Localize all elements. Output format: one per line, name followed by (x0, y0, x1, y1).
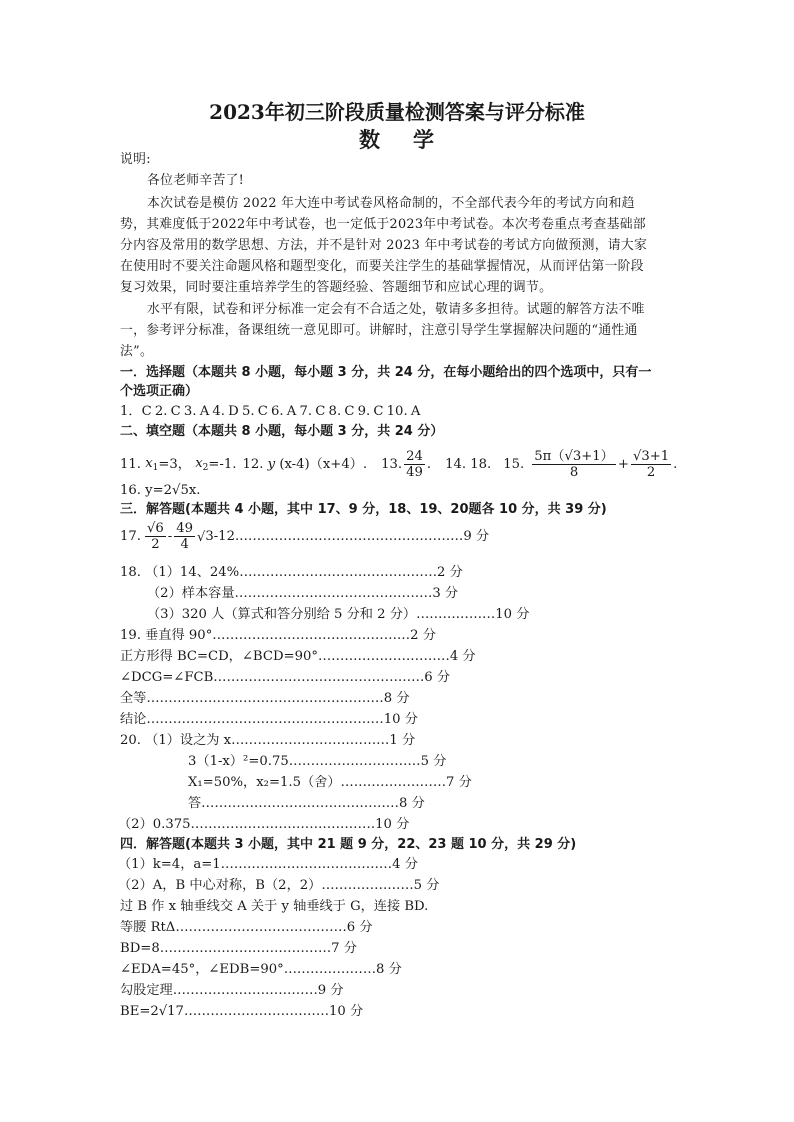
section-heading-solve-2: 四．解答题(本题共 3 小题，其中 21 题 9 分，22、23 题 10 分，共 29 分) (120, 837, 577, 852)
q15-denominator-2: 2 (646, 465, 656, 481)
q17-denominator-2: 4 (180, 537, 189, 553)
q15-numerator-2: √3+1 (632, 448, 670, 464)
subject-title (0, 124, 794, 154)
document-title: 2023年初三阶段质量检测答案与评分标准 (209, 100, 585, 124)
q11-x1: =3， (158, 457, 191, 473)
q18-part3: （3）320 人（算式和答分别给 5 分和 2 分）………………10 分 (147, 607, 530, 622)
q21-step1: （1）k=4，a=1…………………………………4 分 (118, 857, 418, 872)
q13-fraction (404, 450, 425, 481)
q21-step2: （2）A，B 中心对称，B（2，2）…………………5 分 (118, 878, 440, 893)
intro-paragraph-line: 水平有限，试卷和评分标准一定会有不合适之处，敬请多多担待。试题的解答方法不唯 (147, 302, 645, 317)
q12-label: 12. (242, 457, 264, 473)
q19-step5: 结论………………………………………………10 分 (120, 712, 418, 727)
q19-step4: 全等………………………………………………8 分 (120, 691, 410, 706)
intro-paragraph-line: 在使用时不要关注命题风格和题型变化，而要关注学生的基础掌握情况，从而评估第一阶段 (120, 259, 644, 274)
q15-numerator-1: 5π（√3+1） (534, 448, 614, 464)
choice-answers: 1．C 2. C 3. A 4. D 5. C 6. A 7. C 8. C 9. C 10. A (120, 404, 421, 419)
q20-step3: X₁=50%，x₂=1.5（舍）……………………7 分 (188, 775, 472, 790)
q18-part1: 18. （1）14、24%………………………………………2 分 (120, 565, 463, 580)
q17-row: 17. $\frac{√6}{2}$ - $\frac{49}{4}$ √ 3-12. ……………………………………………9 分 (120, 520, 490, 553)
q11-label: 11. (120, 457, 141, 473)
intro-paragraph-line: 分内容及常用的数学思想、方法，并不是针对 2023 年中考试卷的考试方向做预测，请大家 (120, 238, 648, 253)
q20-step2: 3（1-x）²=0.75…………………………5 分 (188, 754, 447, 769)
q12-expr: (x-4)（x+4）. (279, 457, 368, 473)
q21-step3: 过 B 作 x 轴垂线交 A 关于 y 轴垂线于 G，连接 BD. (120, 899, 429, 914)
intro-paragraph-line: 势，其难度低于2022年中考试卷，也一定低于2023年中考试卷。本次考卷重点考查基础部 (120, 217, 646, 232)
q15-fraction-2 (631, 450, 671, 481)
section-heading-choice-cont: 个选项正确） (120, 384, 199, 399)
q17-label: 17. (120, 529, 141, 545)
intro-paragraph-line: 法”。 (120, 344, 154, 359)
q17-numerator-1: √6 (146, 520, 164, 536)
q11-x2: =-1. (208, 457, 237, 473)
q21-step5: BD=8…………………………………7 分 (120, 941, 357, 956)
intro-paragraph-line: 本次试卷是模仿 2022 年大连中考试卷风格命制的，不全部代表今年的考试方向和趋 (147, 196, 635, 211)
q16-answer: 16. y=2√5x. (120, 483, 201, 498)
q20-step4: 答………………………………………8 分 (188, 796, 425, 811)
q21-step8: BE=2√17……………………………10 分 (120, 1004, 364, 1019)
q15-fraction-1 (532, 450, 616, 481)
q21-step6: ∠EDA=45°，∠EDB=90°…………………8 分 (120, 962, 402, 977)
q17-fraction-2 (174, 522, 195, 553)
q18-part2: （2）样本容量………………………………………3 分 (147, 586, 459, 601)
section-heading-fill: 二、填空题（本题共 8 小题，每小题 3 分，共 24 分） (120, 424, 444, 439)
q15-plus: + (617, 457, 629, 473)
intro-label: 说明: (120, 152, 151, 167)
subject-char-1: 数 (359, 127, 381, 152)
q21-step7: 勾股定理……………………………9 分 (120, 983, 344, 998)
section-heading-solve-1: 三．解答题(本题共 4 小题，其中 17、9 分，18、19、20题各 10 分，共 39 分) (120, 502, 607, 517)
q17-denominator-1: 2 (151, 537, 160, 553)
q15-label: 15. (503, 457, 525, 473)
q13-numerator: 24 (406, 448, 423, 464)
q20-step1: 20. （1）设之为 x………………………………1 分 (120, 733, 416, 748)
q17-tail: 3-12. (205, 529, 240, 545)
q17-fraction-1 (145, 522, 166, 553)
q21-step4: 等腰 RtΔ…………………………………6 分 (120, 920, 373, 935)
q20-part2: （2）0.375……………………………………10 分 (118, 817, 410, 832)
q19-step2: 正方形得 BC=CD，∠BCD=90°…………………………4 分 (120, 649, 476, 664)
q19-step1: 19. 垂直得 90°………………………………………2 分 (120, 628, 436, 643)
intro-greeting: 各位老师辛苦了! (147, 173, 245, 188)
fill-answers-row: 11. $x_1$ =3， $x_2$ =-1. 12. y (x-4)（x+4）. 13. $\frac{24}{49}$ . 14. 18. 15. $\frac{5\pi(√3+1)}{8}$ + $\frac{√3+1}{2}$ . (120, 448, 678, 481)
q19-step3: ∠DCG=∠FCB…………………………………………6 分 (120, 670, 451, 685)
q13-denominator: 49 (406, 465, 423, 481)
q14-answer: 14. 18. (445, 457, 492, 473)
q17-score: ……………………………………………9 分 (239, 529, 490, 545)
q13-label: 13. (381, 457, 403, 473)
intro-paragraph-line: 一，参考评分标准，备课组统一意见即可。讲解时，注意引导学生掌握解决问题的“通性通 (120, 323, 638, 338)
q15-denominator-1: 8 (569, 465, 579, 481)
q17-numerator-2: 49 (176, 520, 194, 536)
subject-char-2: 学 (413, 127, 435, 152)
section-heading-choice: 一．选择题（本题共 8 小题，每小题 3 分，共 24 分，在每小题给出的四个选项中，只有一 (120, 365, 652, 380)
intro-paragraph-line: 复习效果，同时要注重培养学生的答题经验、答题细节和应试心理的调节。 (120, 280, 553, 295)
sqrt-icon: √ (197, 529, 206, 545)
